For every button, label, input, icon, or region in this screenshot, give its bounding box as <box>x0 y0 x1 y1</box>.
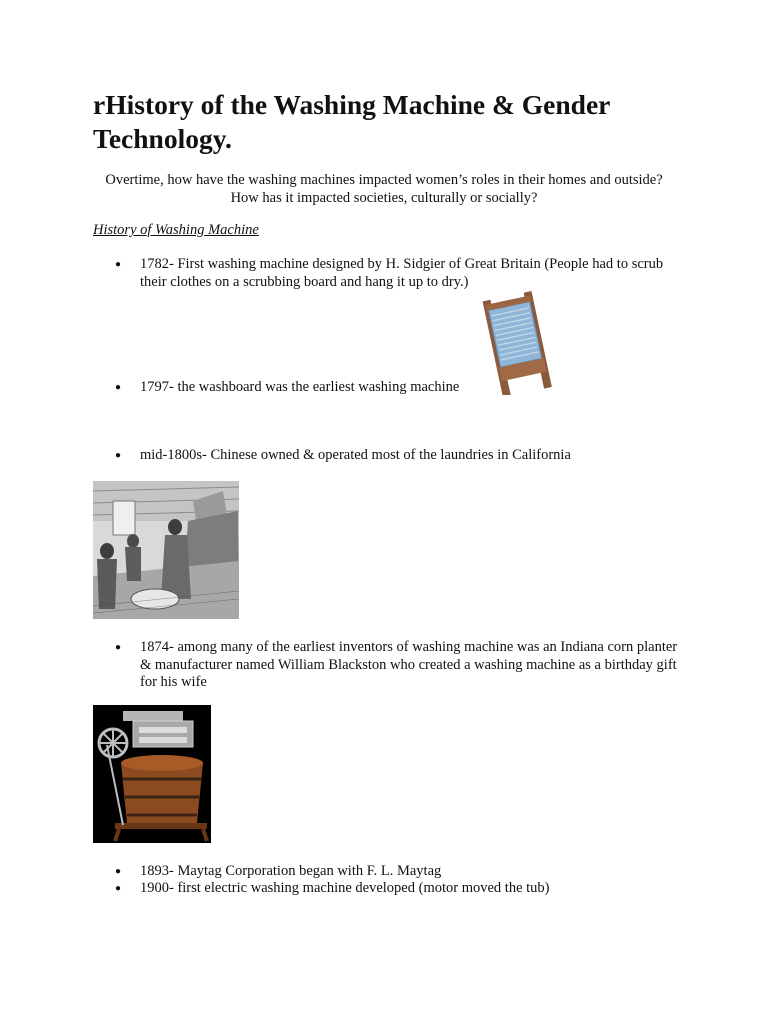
page-title: rHistory of the Washing Machine & Gender Technology. <box>93 89 610 154</box>
list-item-text: 1874- among many of the earliest inventors of washing machine was an Indiana corn planter & manufacturer named William Blackston who created a washing machine as a birthday gift for his wife <box>140 639 678 690</box>
list-item-text: mid-1800s- Chinese owned & operated most of the laundries in California <box>140 447 571 463</box>
section-heading: History of Washing Machine <box>93 222 259 238</box>
list-item <box>110 639 680 692</box>
bullet-icon: ● <box>115 450 122 461</box>
bullet-icon: ● <box>115 259 122 270</box>
bullet-icon: ● <box>115 382 122 393</box>
intro-question: Overtime, how have the washing machines impacted women’s roles in their homes and outside? How has it impacted societies, culturally or socially? <box>105 172 663 206</box>
bullet-icon: ● <box>115 866 122 877</box>
list-item-text: 1893- Maytag Corporation began with F. L. Maytag <box>140 863 442 879</box>
list-item <box>110 880 680 898</box>
list-item <box>110 863 680 881</box>
list-item-text: 1782- First washing machine designed by H. Sidgier of Great Britain (People had to scrub their clothes on a scrubbing board and hang it up to dry.) <box>140 256 664 290</box>
bullet-icon: ● <box>115 883 122 894</box>
list-item-text: 1900- first electric washing machine developed (motor moved the tub) <box>140 880 550 896</box>
list-item <box>110 256 680 291</box>
list-item-text: 1797- the washboard was the earliest washing machine <box>140 379 460 395</box>
bullet-icon: ● <box>115 642 122 653</box>
list-item <box>110 379 680 397</box>
laundry-engraving-image <box>93 481 239 619</box>
antique-washing-machine-image <box>93 705 211 843</box>
list-item <box>110 447 680 465</box>
